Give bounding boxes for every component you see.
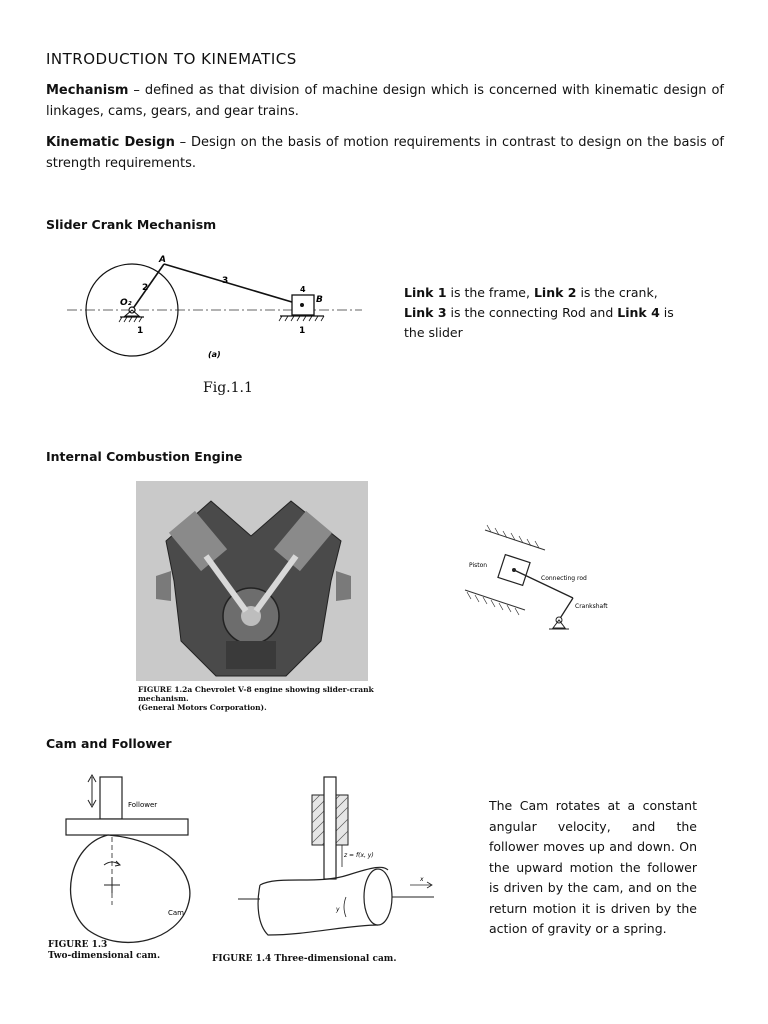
pin-b: [300, 303, 304, 307]
caption-title: FIGURE 1.3: [48, 940, 108, 950]
label-link-2: 2: [142, 283, 149, 293]
engine-schematic: [455, 520, 630, 645]
page-title: INTRODUCTION TO KINEMATICS: [46, 50, 297, 68]
link-description: [404, 283, 674, 343]
caption-text: Two-dimensional cam.: [48, 951, 161, 961]
label-y: y: [336, 906, 340, 913]
label-follower: Follower: [128, 801, 158, 809]
caption-line: (General Motors Corporation).: [138, 703, 267, 712]
cam-end-face: [364, 869, 392, 925]
label-link-1-slider: 1: [299, 326, 306, 336]
label-o2: O₂: [120, 298, 132, 308]
fig14-caption: FIGURE 1.4 Three-dimensional cam.: [212, 954, 397, 964]
slider-crank-diagram: [62, 250, 372, 370]
connecting-rod-link: [164, 264, 302, 305]
engine-photo: [136, 481, 368, 681]
definition-text: – Design on the basis of motion requirements in contrast to design on the basis of strength requirements.: [46, 135, 724, 171]
link-term: Link 2: [533, 285, 577, 300]
y-rotation-arrow: [344, 897, 346, 917]
label-link-1: 1: [137, 326, 144, 336]
follower-stem: [100, 777, 122, 819]
link-text: is the slider: [404, 305, 674, 340]
slider-ground-hatch: [279, 316, 324, 321]
link-term: Link 3: [404, 305, 447, 320]
side-part-right: [336, 571, 351, 601]
oil-pan: [226, 641, 276, 669]
label-piston: Piston: [469, 562, 488, 569]
definition-mechanism: [46, 80, 724, 122]
link-text: is the frame,: [446, 285, 534, 300]
section-heading-cam: Cam and Follower: [46, 736, 172, 751]
definition-term: Mechanism: [46, 83, 129, 98]
label-a: A: [159, 255, 166, 265]
follower-face: [66, 819, 188, 835]
side-part: [156, 571, 171, 601]
link-text: is the crank,: [576, 285, 658, 300]
label-link-4: 4: [300, 285, 306, 294]
engine-photo-caption: [138, 685, 378, 712]
definition-kinematic-design: [46, 132, 724, 174]
definition-text: – defined as that division of machine design which is concerned with kinematic design of linkages, cams, gears, and gear trains.: [46, 83, 724, 119]
link-text: is the connecting Rod and: [446, 305, 618, 320]
ground-hatch: [119, 317, 142, 322]
label-b: B: [316, 295, 323, 305]
label-crankshaft: Crankshaft: [575, 603, 608, 610]
three-dimensional-cam-figure: [238, 775, 438, 950]
caption-line: FIGURE 1.2a Chevrolet V-8 engine showing slider-crank mechanism.: [138, 685, 374, 703]
section-heading-engine: Internal Combustion Engine: [46, 449, 243, 464]
follower-rod: [324, 777, 336, 879]
fig13-caption: [48, 940, 160, 962]
cam-description: The Cam rotates at a constant angular velocity, and the follower moves up and down. On the upward motion the follower is driven by the cam, and on the return motion it is driven by the action of gravity or a spring.: [489, 798, 697, 936]
section-heading-slider-crank: Slider Crank Mechanism: [46, 217, 217, 232]
label-connecting-rod: Connecting rod: [541, 575, 587, 582]
link-term: Link 1: [404, 285, 447, 300]
label-cam: Cam: [168, 909, 184, 917]
crank-arm: [559, 598, 573, 620]
label-z: z = f(x, y): [344, 852, 374, 859]
label-sub-a: (a): [208, 350, 221, 359]
cam-profile: [71, 835, 190, 942]
cam-bottom-edge: [258, 885, 378, 935]
link-term: Link 4: [617, 305, 660, 320]
figure-label: Fig.1.1: [203, 380, 253, 396]
definition-term: Kinematic Design: [46, 135, 175, 150]
label-link-3: 3: [222, 276, 229, 286]
label-x: x: [420, 876, 424, 883]
